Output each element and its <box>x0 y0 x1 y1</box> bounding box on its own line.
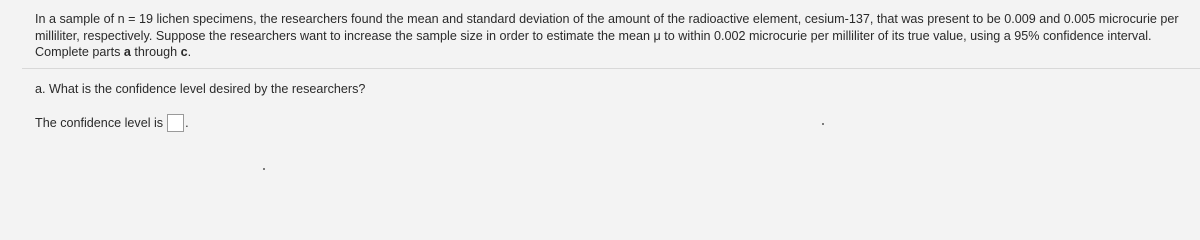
part-c-reference: c <box>180 45 188 59</box>
answer-row <box>35 114 189 132</box>
stray-mark <box>263 168 265 170</box>
through-text: through <box>130 45 181 59</box>
problem-end-period: . <box>187 45 192 59</box>
part-a-question: a. What is the confidence level desired by the researchers? <box>35 82 366 96</box>
part-a-reference: a <box>123 45 131 59</box>
stray-mark <box>822 123 824 125</box>
confidence-level-input[interactable] <box>167 114 184 132</box>
section-divider <box>22 68 1200 69</box>
answer-label: The confidence level is <box>35 116 164 130</box>
answer-period: . <box>185 116 189 130</box>
problem-intro: In a sample of n = 19 lichen specimens, the researchers found the mean and standard deviation of the amount of the radioactive element, cesium-137, that was present to be 0.009 and 0.005 microcurie per milliliter, respectively. Suppose the researchers want to increase the sample size in order to estimate the mean μ to within 0.002 microcurie per milliliter of its true value, using a 95% confidence interval. Complete parts <box>35 12 1179 59</box>
problem-statement <box>35 11 1185 61</box>
